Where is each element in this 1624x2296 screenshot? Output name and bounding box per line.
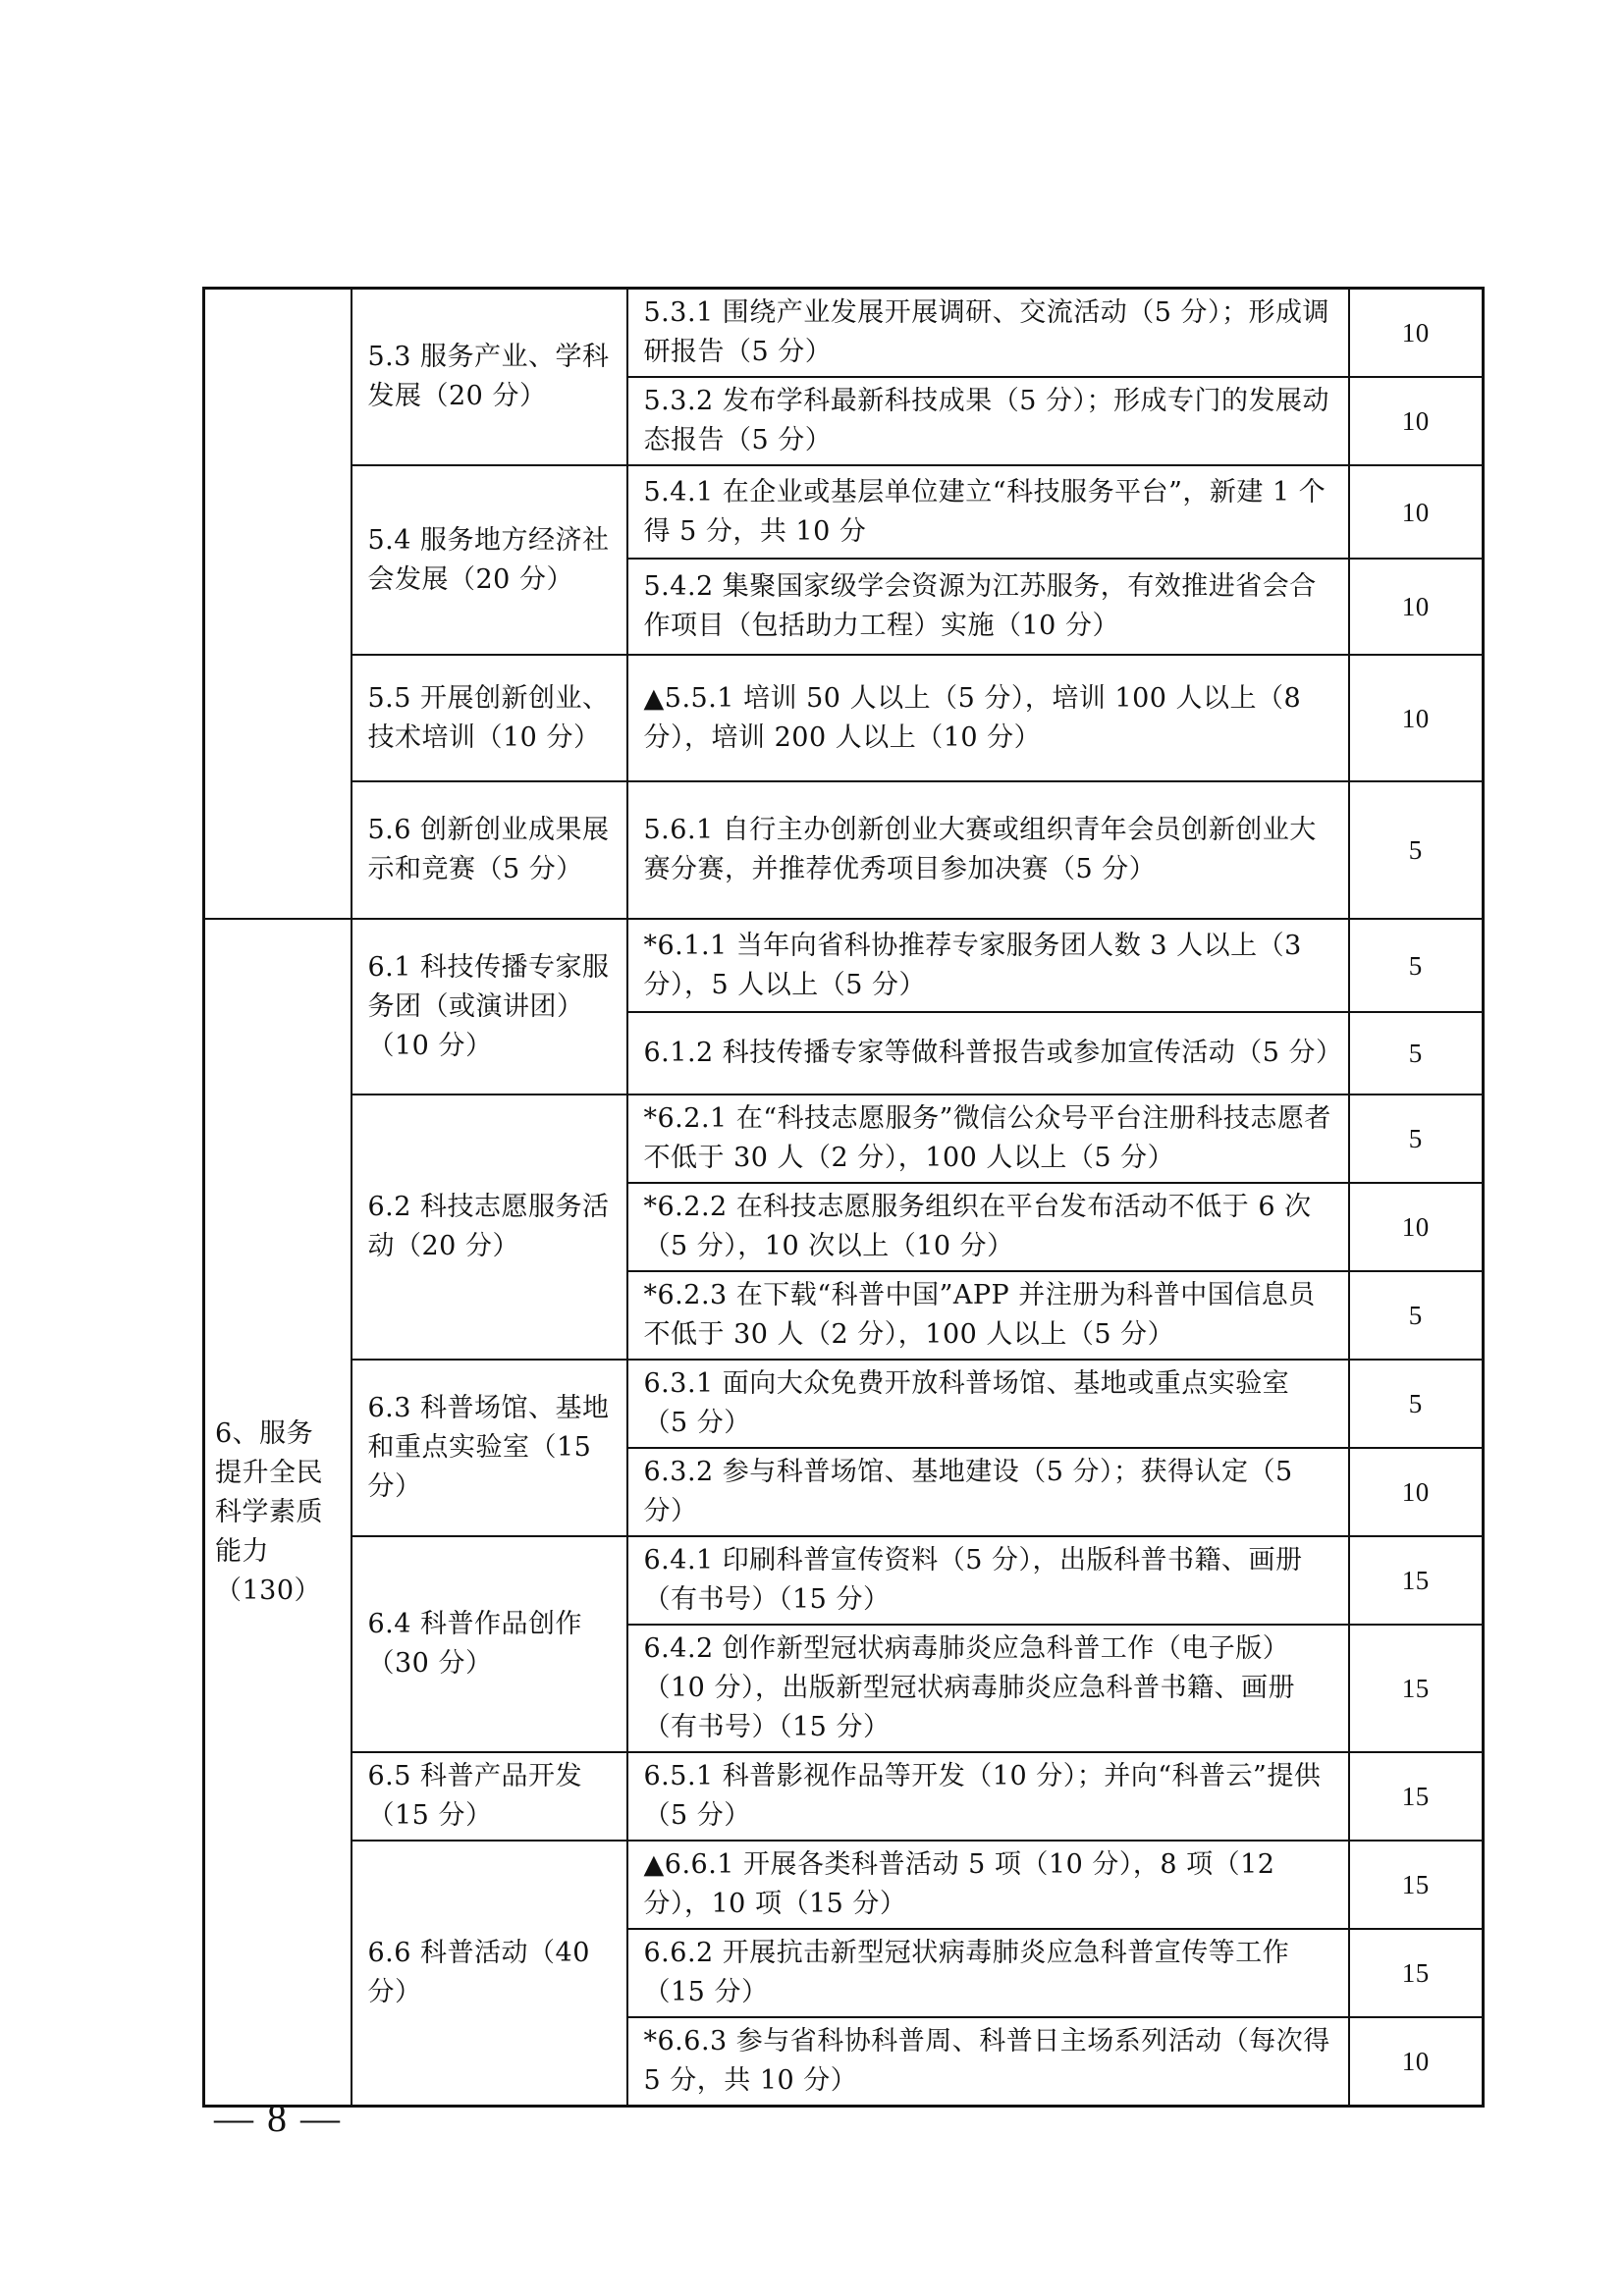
subcategory-cell: 6.1 科技传播专家服务团（或演讲团）（10 分） xyxy=(352,919,627,1095)
subcategory-cell: 6.5 科普产品开发（15 分） xyxy=(352,1752,627,1841)
subcategory-cell: 5.4 服务地方经济社会发展（20 分） xyxy=(352,465,627,655)
score-cell: 10 xyxy=(1349,1183,1484,1271)
table-row xyxy=(204,1752,1484,1841)
score-cell: 15 xyxy=(1349,1625,1484,1752)
score-cell: 5 xyxy=(1349,1095,1484,1183)
criterion-cell: 6.3.2 参与科普场馆、基地建设（5 分）；获得认定（5 分） xyxy=(627,1448,1349,1536)
score-cell: 10 xyxy=(1349,2017,1484,2107)
criterion-cell: *6.2.1 在“科技志愿服务”微信公众号平台注册科技志愿者不低于 30 人（2 分），100 人以上（5 分） xyxy=(627,1095,1349,1183)
score-cell: 10 xyxy=(1349,465,1484,559)
criterion-cell: 5.4.2 集聚国家级学会资源为江苏服务，有效推进省会合作项目（包括助力工程）实施（10 分） xyxy=(627,559,1349,655)
page-number: — 8 — xyxy=(214,2096,342,2140)
subcategory-cell: 5.6 创新创业成果展示和竞赛（5 分） xyxy=(352,781,627,919)
criterion-cell: *6.2.2 在科技志愿服务组织在平台发布活动不低于 6 次（5 分），10 次以上（10 分） xyxy=(627,1183,1349,1271)
table-row xyxy=(204,1536,1484,1625)
score-cell: 15 xyxy=(1349,1841,1484,1929)
criterion-cell: 6.4.2 创作新型冠状病毒肺炎应急科普工作（电子版）（10 分），出版新型冠状病毒肺炎应急科普书籍、画册（有书号）（15 分） xyxy=(627,1625,1349,1752)
subcategory-cell: 5.5 开展创新创业、技术培训（10 分） xyxy=(352,655,627,781)
score-cell: 10 xyxy=(1349,1448,1484,1536)
score-cell: 10 xyxy=(1349,377,1484,465)
criterion-cell: *6.6.3 参与省科协科普周、科普日主场系列活动（每次得 5 分，共 10 分） xyxy=(627,2017,1349,2107)
subcategory-cell: 5.3 服务产业、学科发展（20 分） xyxy=(352,289,627,466)
subcategory-cell: 6.6 科普活动（40 分） xyxy=(352,1841,627,2107)
score-cell: 5 xyxy=(1349,1271,1484,1360)
score-cell: 10 xyxy=(1349,289,1484,378)
subcategory-cell: 6.4 科普作品创作（30 分） xyxy=(352,1536,627,1752)
criterion-cell: ▲5.5.1 培训 50 人以上（5 分），培训 100 人以上（8 分），培训 200 人以上（10 分） xyxy=(627,655,1349,781)
score-cell: 15 xyxy=(1349,1752,1484,1841)
table-row xyxy=(204,465,1484,559)
criterion-cell: 5.3.1 围绕产业发展开展调研、交流活动（5 分）；形成调研报告（5 分） xyxy=(627,289,1349,378)
criterion-cell: ▲6.6.1 开展各类科普活动 5 项（10 分），8 项（12 分），10 项（15 分） xyxy=(627,1841,1349,1929)
subcategory-cell: 6.2 科技志愿服务活动（20 分） xyxy=(352,1095,627,1360)
scoring-table xyxy=(202,287,1485,2108)
score-cell: 15 xyxy=(1349,1929,1484,2017)
table-row xyxy=(204,1841,1484,1929)
criterion-cell: 5.6.1 自行主办创新创业大赛或组织青年会员创新创业大赛分赛，并推荐优秀项目参加决赛（5 分） xyxy=(627,781,1349,919)
table-row xyxy=(204,919,1484,1012)
score-cell: 5 xyxy=(1349,1012,1484,1095)
score-cell: 5 xyxy=(1349,1360,1484,1448)
criterion-cell: 6.6.2 开展抗击新型冠状病毒肺炎应急科普宣传等工作（15 分） xyxy=(627,1929,1349,2017)
score-cell: 10 xyxy=(1349,559,1484,655)
criterion-cell: *6.1.1 当年向省科协推荐专家服务团人数 3 人以上（3 分），5 人以上（5 分） xyxy=(627,919,1349,1012)
table-row xyxy=(204,1360,1484,1448)
score-cell: 5 xyxy=(1349,919,1484,1012)
criterion-cell: 5.4.1 在企业或基层单位建立“科技服务平台”，新建 1 个得 5 分，共 10 分 xyxy=(627,465,1349,559)
subcategory-cell: 6.3 科普场馆、基地和重点实验室（15 分） xyxy=(352,1360,627,1536)
criterion-cell: 5.3.2 发布学科最新科技成果（5 分）；形成专门的发展动态报告（5 分） xyxy=(627,377,1349,465)
criterion-cell: 6.5.1 科普影视作品等开发（10 分）；并向“科普云”提供（5 分） xyxy=(627,1752,1349,1841)
table-row xyxy=(204,289,1484,378)
score-cell: 5 xyxy=(1349,781,1484,919)
category-cell: 6、服务提升全民科学素质能力（130） xyxy=(204,919,352,2107)
table-row xyxy=(204,1095,1484,1183)
criterion-cell: 6.1.2 科技传播专家等做科普报告或参加宣传活动（5 分） xyxy=(627,1012,1349,1095)
criterion-cell: *6.2.3 在下载“科普中国”APP 并注册为科普中国信息员不低于 30 人（2 分），100 人以上（5 分） xyxy=(627,1271,1349,1360)
criterion-cell: 6.3.1 面向大众免费开放科普场馆、基地或重点实验室（5 分） xyxy=(627,1360,1349,1448)
score-cell: 15 xyxy=(1349,1536,1484,1625)
table-row xyxy=(204,781,1484,919)
score-cell: 10 xyxy=(1349,655,1484,781)
table-row xyxy=(204,655,1484,781)
category-cell xyxy=(204,289,352,920)
criterion-cell: 6.4.1 印刷科普宣传资料（5 分），出版科普书籍、画册（有书号）（15 分） xyxy=(627,1536,1349,1625)
